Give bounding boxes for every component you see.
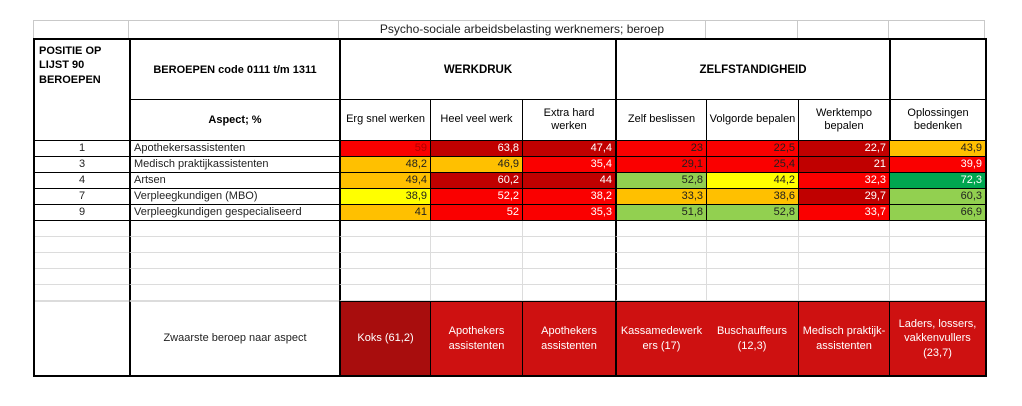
footer-cell-blank[interactable] — [35, 301, 129, 375]
header-col-zelf-beslissen[interactable]: Zelf beslissen — [615, 100, 706, 140]
empty-row — [35, 269, 985, 285]
footer-label[interactable]: Zwaarste beroep naar aspect — [129, 301, 339, 375]
empty-row — [35, 253, 985, 269]
profession-cell[interactable]: Verpleegkundigen gespecialiseerd — [129, 205, 339, 221]
value-cell[interactable]: 52,8 — [615, 173, 706, 189]
empty-cell[interactable] — [889, 221, 985, 237]
value-cell[interactable]: 38,2 — [522, 189, 615, 205]
empty-cell[interactable] — [615, 237, 706, 253]
empty-cell[interactable] — [706, 285, 798, 301]
value-cell[interactable]: 47,4 — [522, 141, 615, 157]
value-cell[interactable]: 22,7 — [798, 141, 889, 157]
value-cell[interactable]: 29,7 — [798, 189, 889, 205]
table-row — [35, 189, 985, 205]
header-col-volgorde-bepalen[interactable]: Volgorde bepalen — [706, 100, 798, 140]
empty-cell[interactable] — [889, 253, 985, 269]
position-cell[interactable]: 9 — [35, 205, 129, 221]
title-row-cell-i[interactable] — [888, 21, 984, 38]
value-cell[interactable]: 63,8 — [430, 141, 522, 157]
value-cell[interactable]: 22,5 — [706, 141, 798, 157]
value-cell[interactable]: 38,9 — [339, 189, 430, 205]
value-cell[interactable]: 46,9 — [430, 157, 522, 173]
empty-cell[interactable] — [798, 221, 889, 237]
empty-cell[interactable] — [615, 285, 706, 301]
table-row — [35, 157, 985, 173]
empty-cell[interactable] — [430, 237, 522, 253]
empty-rows — [35, 221, 985, 301]
header-group-werkdruk[interactable]: WERKDRUK — [339, 40, 615, 100]
title-row-cell-b[interactable] — [128, 21, 338, 38]
header-positie[interactable]: POSITIE OP LIJST 90 BEROEPEN — [39, 45, 102, 86]
empty-cell[interactable] — [129, 285, 339, 301]
profession-cell[interactable]: Verpleegkundigen (MBO) — [129, 189, 339, 205]
footer-row — [35, 301, 985, 375]
empty-cell[interactable] — [129, 237, 339, 253]
empty-cell[interactable] — [430, 253, 522, 269]
empty-cell[interactable] — [430, 285, 522, 301]
footer-heaviest-profession-cell[interactable]: Apothekers assistenten — [522, 301, 615, 375]
title-row — [33, 20, 985, 39]
value-cell[interactable]: 21 — [798, 157, 889, 173]
empty-cell[interactable] — [706, 253, 798, 269]
empty-cell[interactable] — [798, 269, 889, 285]
empty-row — [35, 285, 985, 301]
title-row-cell-h[interactable] — [797, 21, 888, 38]
empty-cell[interactable] — [129, 221, 339, 237]
value-cell[interactable]: 51,8 — [615, 205, 706, 221]
empty-cell[interactable] — [522, 285, 615, 301]
value-cell[interactable]: 39,9 — [889, 157, 985, 173]
empty-cell[interactable] — [522, 237, 615, 253]
footer-heaviest-profession-cell[interactable]: Koks (61,2) — [339, 301, 430, 375]
value-cell[interactable]: 66,9 — [889, 205, 985, 221]
title-row-cell-a[interactable] — [34, 21, 128, 38]
table-row — [35, 141, 985, 157]
position-cell[interactable]: 3 — [35, 157, 129, 173]
header-col-extra-hard-werken[interactable]: Extra hard werken — [522, 100, 615, 140]
position-cell[interactable]: 7 — [35, 189, 129, 205]
header-col-werktempo-bepalen[interactable]: Werktempo bepalen — [798, 100, 889, 140]
table-row — [35, 205, 985, 221]
value-cell[interactable]: 52 — [430, 205, 522, 221]
value-cell[interactable]: 60,2 — [430, 173, 522, 189]
value-cell[interactable]: 59 — [339, 141, 430, 157]
header-beroepen-code[interactable]: BEROEPEN code 0111 t/m 1311 — [129, 40, 339, 100]
value-cell[interactable]: 60,3 — [889, 189, 985, 205]
empty-cell[interactable] — [522, 253, 615, 269]
empty-cell[interactable] — [339, 221, 430, 237]
table-row — [35, 173, 985, 189]
empty-cell[interactable] — [706, 269, 798, 285]
value-cell[interactable]: 49,4 — [339, 173, 430, 189]
main-table — [33, 38, 987, 377]
empty-cell[interactable] — [706, 221, 798, 237]
footer-heaviest-profession-cell[interactable]: Medisch praktijk-assistenten — [798, 301, 889, 375]
value-cell[interactable]: 48,2 — [339, 157, 430, 173]
position-cell[interactable]: 4 — [35, 173, 129, 189]
profession-cell[interactable]: Artsen — [129, 173, 339, 189]
empty-cell[interactable] — [798, 285, 889, 301]
empty-cell[interactable] — [339, 269, 430, 285]
empty-cell[interactable] — [615, 221, 706, 237]
empty-cell[interactable] — [798, 253, 889, 269]
empty-cell[interactable] — [615, 253, 706, 269]
empty-cell[interactable] — [129, 269, 339, 285]
value-cell[interactable]: 44,2 — [706, 173, 798, 189]
empty-cell[interactable] — [339, 285, 430, 301]
value-cell[interactable]: 52,2 — [430, 189, 522, 205]
empty-cell[interactable] — [798, 237, 889, 253]
value-cell[interactable]: 29,1 — [615, 157, 706, 173]
empty-cell[interactable] — [35, 269, 129, 285]
value-cell[interactable]: 25,4 — [706, 157, 798, 173]
header-aspect[interactable]: Aspect; % — [129, 100, 339, 140]
header-col-heel-veel-werk[interactable]: Heel veel werk — [430, 100, 522, 140]
empty-cell[interactable] — [129, 253, 339, 269]
value-cell[interactable]: 35,4 — [522, 157, 615, 173]
value-cell[interactable]: 41 — [339, 205, 430, 221]
header-col-i-blank[interactable] — [889, 40, 985, 100]
empty-cell[interactable] — [35, 253, 129, 269]
value-cell[interactable]: 33,7 — [798, 205, 889, 221]
empty-cell[interactable] — [35, 285, 129, 301]
value-cell[interactable]: 35,3 — [522, 205, 615, 221]
table-header — [35, 40, 985, 141]
empty-cell[interactable] — [615, 269, 706, 285]
empty-cell[interactable] — [522, 221, 615, 237]
data-rows — [35, 141, 985, 221]
empty-cell[interactable] — [35, 237, 129, 253]
title-row-cell-g[interactable] — [705, 21, 797, 38]
empty-cell[interactable] — [889, 269, 985, 285]
empty-row — [35, 237, 985, 253]
empty-row — [35, 221, 985, 237]
value-cell[interactable]: 38,6 — [706, 189, 798, 205]
empty-cell[interactable] — [339, 253, 430, 269]
footer-heaviest-profession-cell[interactable]: Apothekers assistenten — [430, 301, 522, 375]
empty-cell[interactable] — [889, 285, 985, 301]
footer-heaviest-profession-cell[interactable]: Laders, lossers, vakkenvullers (23,7) — [889, 301, 985, 375]
value-cell[interactable]: 32,3 — [798, 173, 889, 189]
value-cell[interactable]: 43,9 — [889, 141, 985, 157]
empty-cell[interactable] — [522, 269, 615, 285]
value-cell[interactable]: 52,8 — [706, 205, 798, 221]
empty-cell[interactable] — [35, 221, 129, 237]
header-col-oplossingen-bedenken[interactable]: Oplossingen bedenken — [889, 100, 985, 140]
position-cell[interactable]: 1 — [35, 141, 129, 157]
value-cell[interactable]: 33,3 — [615, 189, 706, 205]
sheet-title[interactable]: Psycho-sociale arbeidsbelasting werknemers; beroep — [338, 21, 705, 38]
empty-cell[interactable] — [889, 237, 985, 253]
profession-cell[interactable]: Medisch praktijkassistenten — [129, 157, 339, 173]
empty-cell[interactable] — [339, 237, 430, 253]
value-cell[interactable]: 72,3 — [889, 173, 985, 189]
header-group-zelfstandigheid[interactable]: ZELFSTANDIGHEID — [615, 40, 889, 100]
footer-heaviest-profession-cell[interactable]: Buschauffeurs (12,3) — [706, 301, 798, 375]
empty-cell[interactable] — [430, 269, 522, 285]
footer-heaviest-profession-cell[interactable]: Kassamedewerkers (17) — [615, 301, 706, 375]
value-cell[interactable]: 23 — [615, 141, 706, 157]
empty-cell[interactable] — [430, 221, 522, 237]
value-cell[interactable]: 44 — [522, 173, 615, 189]
empty-cell[interactable] — [706, 237, 798, 253]
profession-cell[interactable]: Apothekersassistenten — [129, 141, 339, 157]
header-col-erg-snel-werken[interactable]: Erg snel werken — [339, 100, 430, 140]
